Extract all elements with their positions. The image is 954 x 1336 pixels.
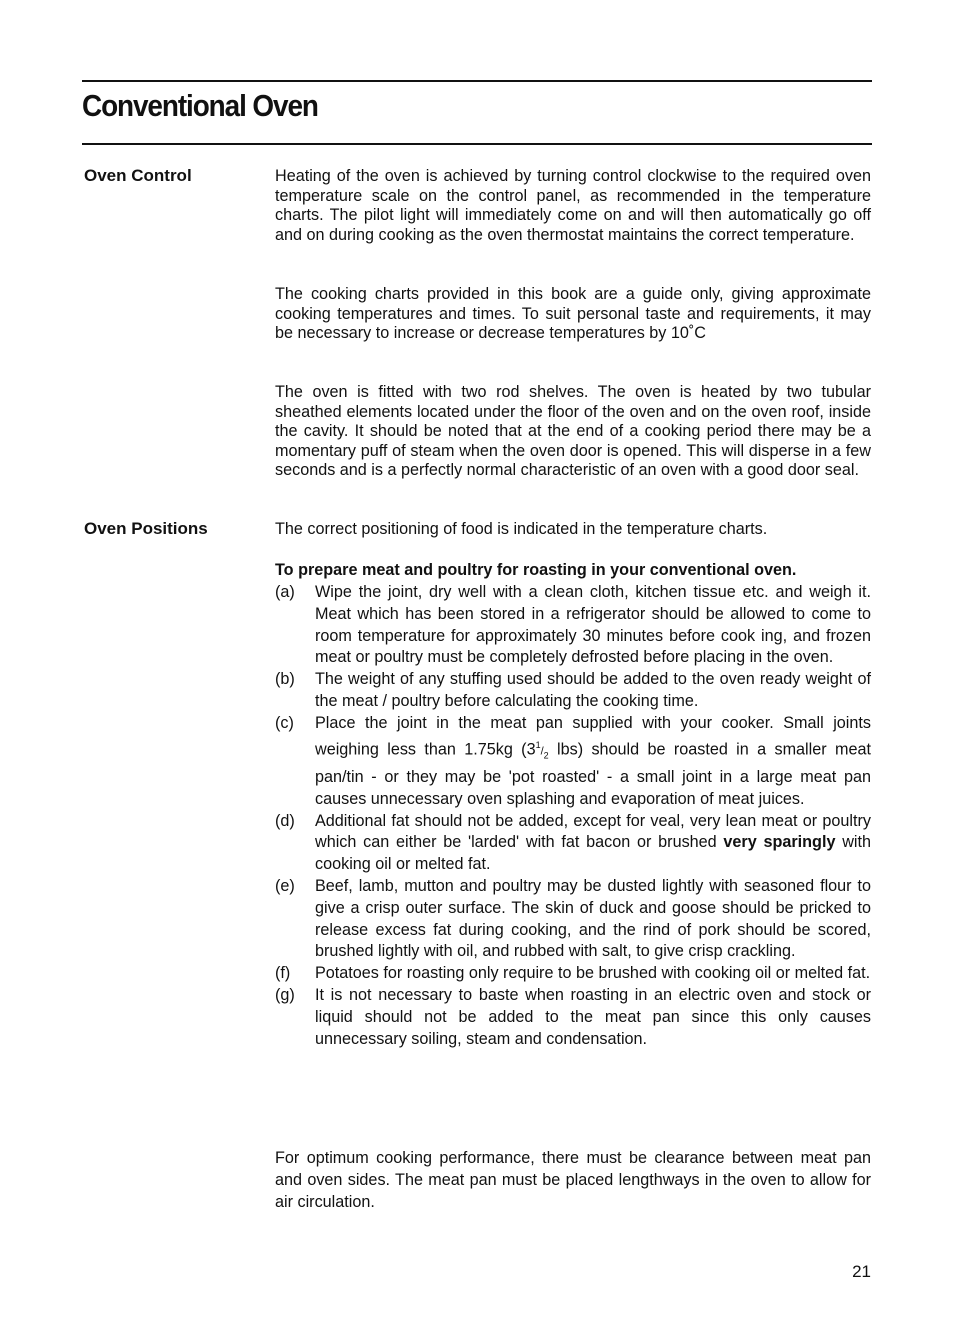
- top-rule: [82, 80, 872, 82]
- oven-positions-heading: Oven Positions: [84, 519, 208, 538]
- list-item-text: The weight of any stuffing used should be added to the oven ready weight of the meat / poultry before calculating the cooking time.: [315, 670, 871, 710]
- roasting-steps-list: [275, 582, 871, 1050]
- list-item: [275, 985, 871, 1050]
- list-item-label: (b): [275, 670, 295, 689]
- list-item-label: (e): [275, 876, 295, 895]
- fraction-slash: /: [540, 744, 544, 757]
- list-item-label: (d): [275, 811, 295, 830]
- text-run: with cooking oil or melted fat.: [315, 833, 871, 874]
- intro-paragraph: The correct positioning of food is indicated in the temperature charts.: [275, 520, 768, 538]
- list-item-label: (g): [275, 985, 295, 1004]
- fraction-numerator: 1: [535, 739, 541, 750]
- fraction-denominator: 2: [543, 750, 549, 761]
- text-run: Additional fat should not be added, except for veal, very lean meat or poultry which can either be 'larded' with fat bacon or brushed: [315, 811, 871, 852]
- list-item-text: Beef, lamb, mutton and poultry may be dusted lightly with seasoned flour to give a crisp outer surface. The skin of duck and goose should be pricked to release excess fat during cooking, and the rind of pork should be scored, brushed lightly with oil, and rubbed with salt, to give crisp crackling.: [315, 876, 871, 961]
- list-item-text: Wipe the joint, dry well with a clean cloth, kitchen tissue etc. and weigh it. Meat which has been stored in a refrigerator should be allowed to come to room temperature for approximately 30 minutes before cook ing, and frozen meat or poultry must be completely defrosted before placing in the oven.: [315, 583, 871, 667]
- page-number: 21: [852, 1262, 871, 1281]
- list-item-text: [315, 713, 871, 811]
- list-item-label: (f): [275, 964, 291, 983]
- page-title: Conventional Oven: [82, 88, 318, 123]
- list-item: [275, 811, 871, 876]
- list-item-text: [315, 811, 871, 876]
- text-run: lbs) should be roasted in a smaller meat pan/tin - or they may be 'pot roasted' - a small joint in a large meat pan causes unnecessary oven splashing and evaporation of meat juices.: [315, 739, 871, 808]
- oven-control-body: [275, 167, 871, 245]
- oven-control-paragraph: The oven is fitted with two rod shelves. The oven is heated by two tubular sheathed elements located under the floor of the oven and on the oven roof, inside the cavity. It should be noted that at the end of a cooking period there may be a momentary puff of steam when the oven door is opened. This will disperse in a few seconds and is a perfectly normal characteristic of an oven with a good door seal.: [275, 383, 871, 480]
- oven-positions-intro: [275, 520, 871, 540]
- list-item-label: (a): [275, 583, 295, 601]
- list-item-text: Potatoes for roasting only require to be brushed with cooking oil or melted fat.: [315, 964, 871, 983]
- list-item-label: (c): [275, 713, 294, 732]
- list-item: [275, 582, 871, 669]
- oven-control-paragraph: The cooking charts provided in this book are a guide only, giving approximate cooking temperatures and times. To suit personal taste and requirements, it may be necessary to increase or decrease temperatures by 10˚C: [275, 285, 871, 343]
- list-item: [275, 963, 871, 985]
- title-underline-rule: [82, 143, 872, 145]
- oven-control-paragraph: Heating of the oven is achieved by turning control clockwise to the required oven temperature scale on the control panel, as recommended in the temperature charts. The pilot light will immediately come on and will then automatically go off and on during cooking as the oven thermostat maintains the correct temperature.: [275, 167, 871, 244]
- oven-control-body: [275, 383, 871, 481]
- closing-paragraph-block: [275, 1148, 871, 1213]
- text-run: Place the joint in the meat pan supplied with your cooker. Small joints weighing less than 1.75kg (3: [315, 713, 871, 758]
- oven-control-body: [275, 285, 871, 344]
- oven-control-heading: Oven Control: [84, 166, 192, 185]
- list-item: [275, 876, 871, 963]
- list-item: [275, 713, 871, 811]
- closing-paragraph: For optimum cooking performance, there must be clearance between meat pan and oven sides. The meat pan must be placed lengthways in the oven to allow for air circulation.: [275, 1149, 871, 1211]
- emphasis-text: very sparingly: [723, 833, 836, 852]
- list-item-text: It is not necessary to baste when roasting in an electric oven and stock or liquid should not be added to the meat pan since this only causes unnecessary soiling, steam and condensation.: [315, 985, 871, 1048]
- list-item: [275, 669, 871, 713]
- roasting-subheading: To prepare meat and poultry for roasting in your conventional oven.: [275, 561, 797, 579]
